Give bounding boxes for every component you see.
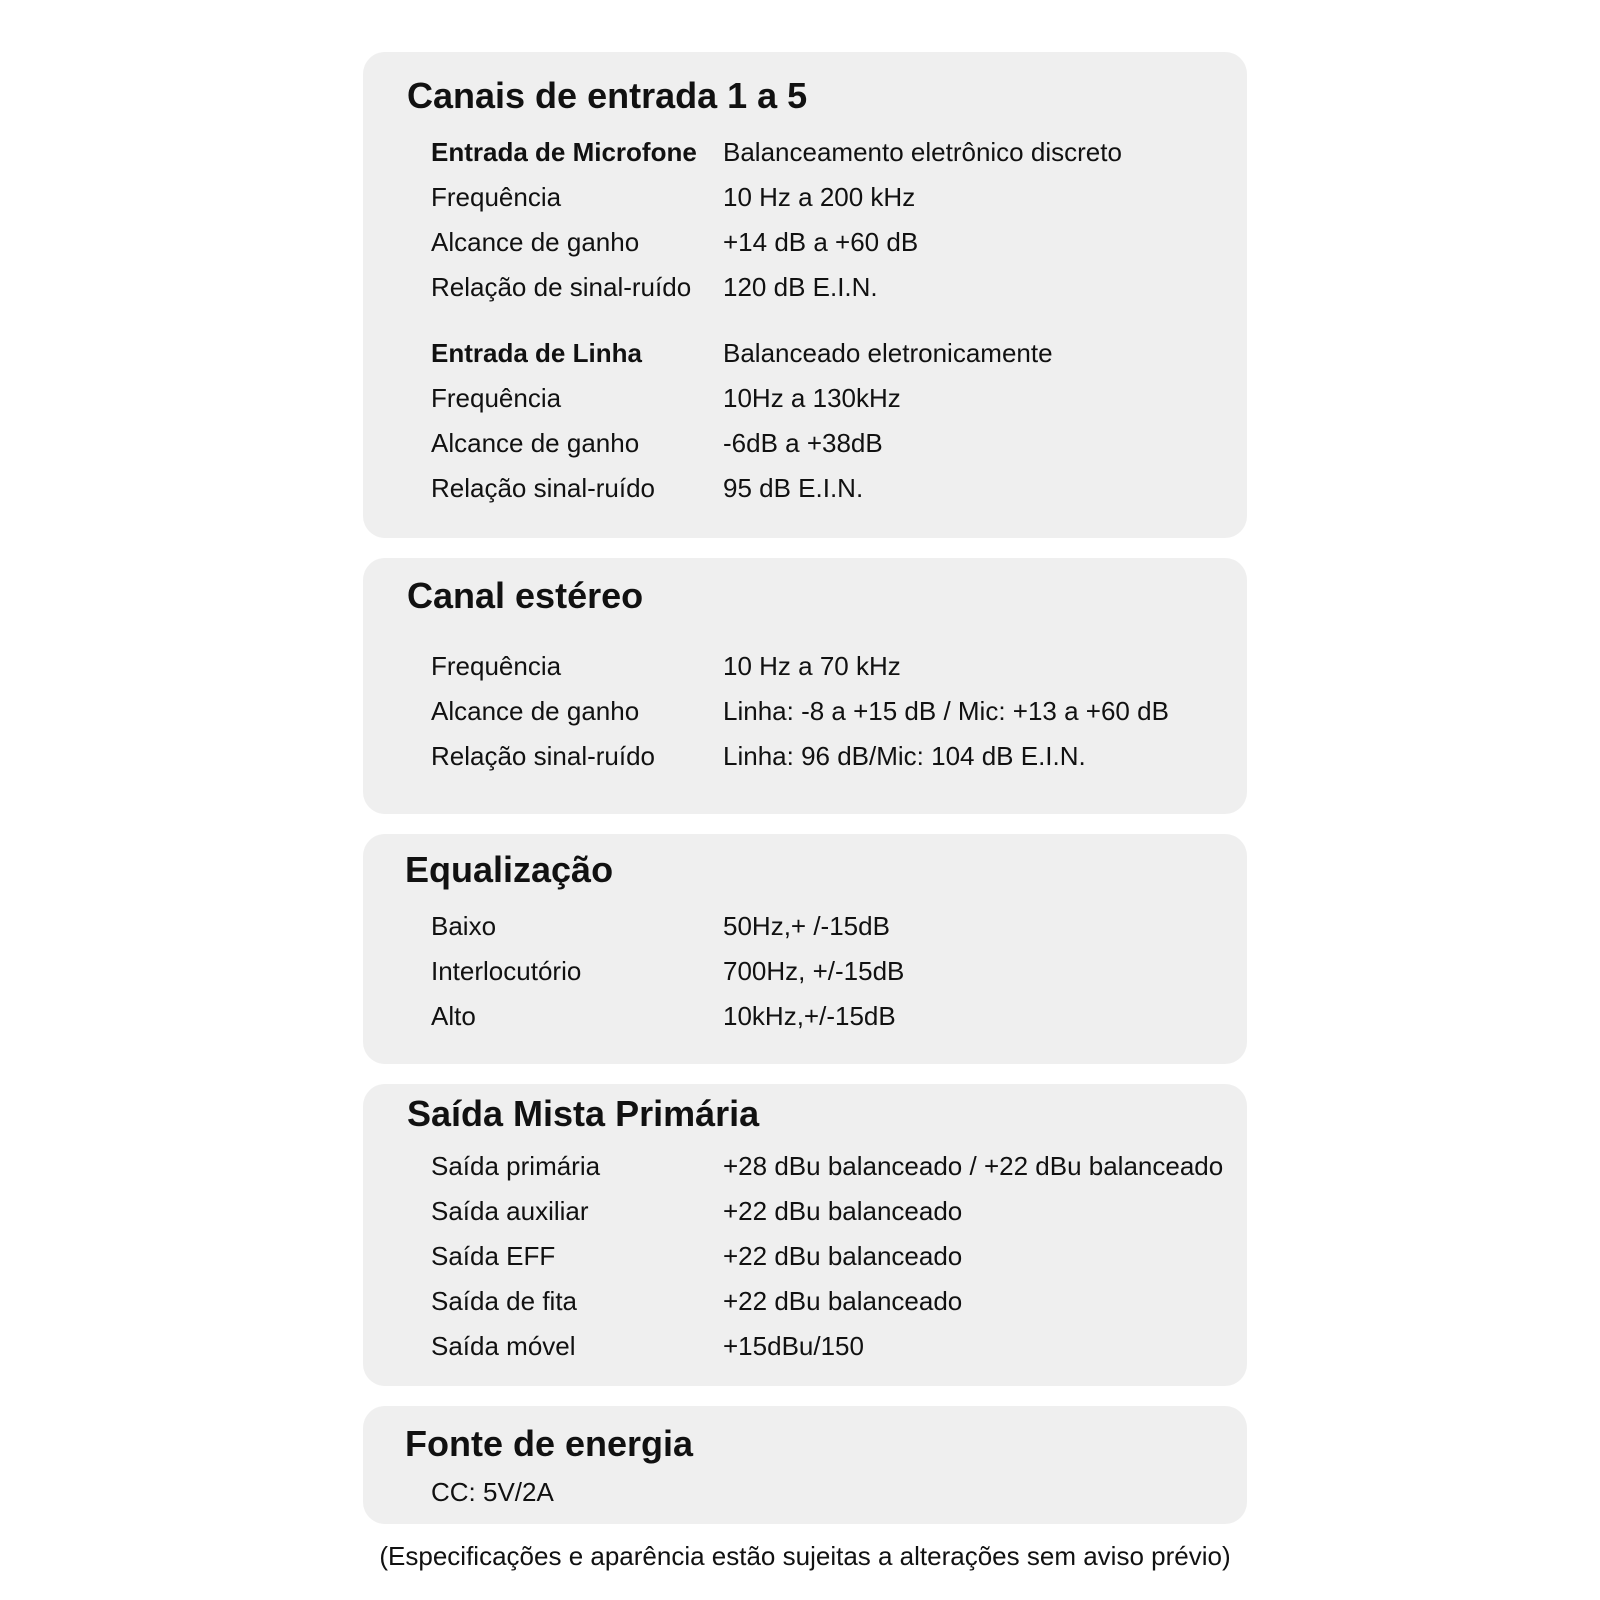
spec-label: Relação sinal-ruído <box>431 741 656 771</box>
spec-label: Interlocutório <box>431 956 582 986</box>
spec-row <box>431 736 1227 776</box>
spec-row <box>431 646 1227 686</box>
spec-label: Alto <box>431 1001 476 1031</box>
spec-value: 10 Hz a 70 kHz <box>723 651 901 681</box>
spec-value: Linha: 96 dB/Mic: 104 dB E.I.N. <box>723 741 1086 771</box>
spec-label: Baixo <box>431 911 497 941</box>
spec-value: Balanceado eletronicamente <box>723 338 1053 368</box>
spec-card-input-channels <box>363 52 1247 538</box>
spec-row <box>431 267 1227 307</box>
spec-row <box>431 132 1227 172</box>
spec-value: +28 dBu balanceado / +22 dBu balanceado <box>723 1151 1224 1181</box>
spec-value: -6dB a +38dB <box>723 428 883 458</box>
spec-label: Frequência <box>431 651 562 681</box>
spec-row <box>431 378 1227 418</box>
section-title: Saída Mista Primária <box>407 1093 760 1134</box>
spec-value: 95 dB E.I.N. <box>723 473 864 503</box>
spec-row <box>431 1146 1227 1186</box>
spec-value: 120 dB E.I.N. <box>723 272 878 302</box>
spec-card-equalization <box>363 834 1247 1064</box>
spec-label: Relação sinal-ruído <box>431 473 656 503</box>
spec-label: Saída de fita <box>431 1286 577 1316</box>
spec-value: 700Hz, +/-15dB <box>723 956 905 986</box>
spec-row <box>431 1236 1227 1276</box>
spec-label: CC: 5V/2A <box>431 1477 554 1507</box>
spec-row <box>431 1326 1227 1366</box>
spec-row <box>431 1191 1227 1231</box>
section-title: Canais de entrada 1 a 5 <box>407 75 808 116</box>
spec-card-power-supply <box>363 1406 1247 1524</box>
spec-value: Balanceamento eletrônico discreto <box>723 137 1122 167</box>
spec-row <box>431 996 1227 1036</box>
spec-value: 10Hz a 130kHz <box>723 383 901 413</box>
spec-row <box>431 423 1227 463</box>
spec-row <box>431 691 1227 731</box>
spec-row <box>431 951 1227 991</box>
spec-label: Relação de sinal-ruído <box>431 272 692 302</box>
disclaimer-note: (Especificações e aparência estão sujeitas a alterações sem aviso prévio) <box>379 1541 1231 1571</box>
spec-card-main-mix-output <box>363 1084 1247 1386</box>
spec-label: Saída auxiliar <box>431 1196 589 1226</box>
spec-value: 50Hz,+ /-15dB <box>723 911 890 941</box>
section-title: Canal estéreo <box>407 575 644 616</box>
spec-row <box>431 222 1227 262</box>
section-title: Fonte de energia <box>405 1423 694 1464</box>
spec-value: +22 dBu balanceado <box>723 1241 963 1271</box>
spec-row <box>431 1281 1227 1321</box>
spec-label: Entrada de Microfone <box>431 137 697 167</box>
spec-row <box>431 468 1227 508</box>
spec-row <box>431 177 1227 217</box>
spec-row <box>431 333 1227 373</box>
spec-row <box>431 906 1227 946</box>
section-title: Equalização <box>405 849 614 890</box>
spec-label: Entrada de Linha <box>431 338 642 368</box>
spec-label: Alcance de ganho <box>431 428 640 458</box>
spec-label: Frequência <box>431 182 562 212</box>
spec-label: Alcance de ganho <box>431 696 640 726</box>
spec-value: +15dBu/150 <box>723 1331 864 1361</box>
spec-value: +22 dBu balanceado <box>723 1196 963 1226</box>
spec-card-stereo-channel <box>363 558 1247 814</box>
spec-label: Saída primária <box>431 1151 601 1181</box>
spec-label: Saída móvel <box>431 1331 576 1361</box>
spec-row <box>431 1472 1227 1512</box>
spec-value: +22 dBu balanceado <box>723 1286 963 1316</box>
spec-value: 10kHz,+/-15dB <box>723 1001 896 1031</box>
spec-value: +14 dB a +60 dB <box>723 227 919 257</box>
spec-label: Saída EFF <box>431 1241 556 1271</box>
spec-value: 10 Hz a 200 kHz <box>723 182 916 212</box>
spec-label: Frequência <box>431 383 562 413</box>
spec-value: Linha: -8 a +15 dB / Mic: +13 a +60 dB <box>723 696 1169 726</box>
spec-label: Alcance de ganho <box>431 227 640 257</box>
